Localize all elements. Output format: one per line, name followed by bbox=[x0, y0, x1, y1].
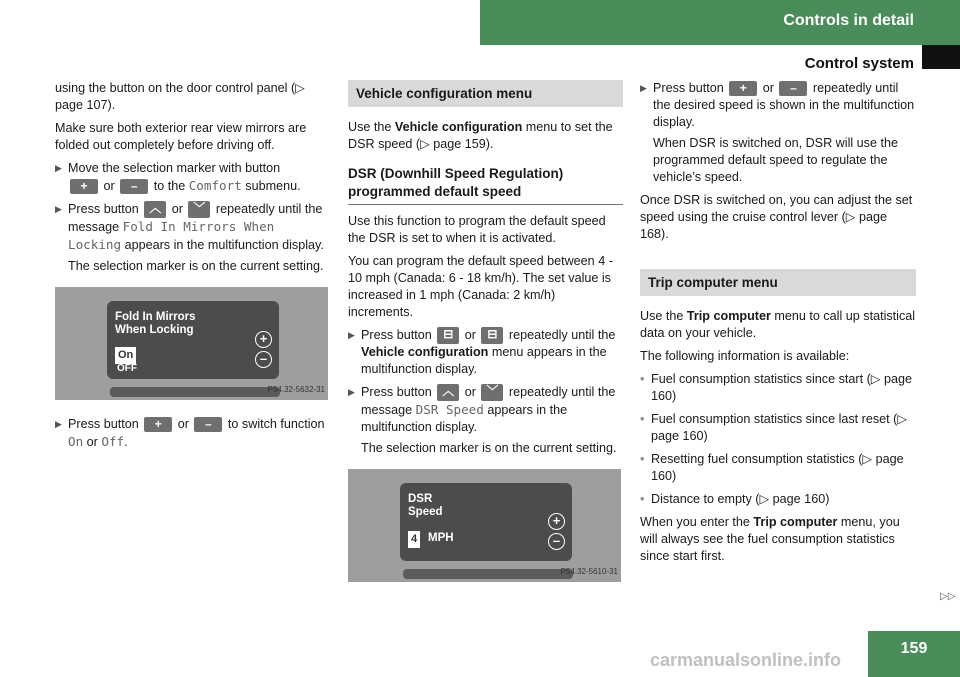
plus-circle-icon: + bbox=[548, 513, 565, 530]
subsection-heading: DSR (Downhill Speed Regulation) programmed default speed bbox=[348, 165, 623, 205]
minus-button-icon: – bbox=[120, 179, 148, 194]
down-button-icon: ﹀ bbox=[481, 384, 503, 401]
display-bar bbox=[110, 387, 280, 397]
up-button-icon: ︿ bbox=[144, 201, 166, 218]
paragraph: You can program the default speed between 4 - 10 mph (Canada: 6 - 18 km/h). The set value is increased in 1 mph (Canada: 2 km/h) increments. bbox=[348, 254, 613, 319]
figure-caption: P54.32-5632-31 bbox=[267, 385, 325, 395]
page-number: 159 bbox=[868, 631, 960, 677]
bullet-icon: • bbox=[640, 492, 645, 506]
step-marker-icon: ▶ bbox=[348, 387, 355, 398]
section-heading: Vehicle configuration menu bbox=[348, 80, 623, 107]
paragraph: Use the Trip computer menu to call up statistical data on your vehicle. bbox=[640, 309, 916, 340]
instruction-step: ▶ Press button + or – repeatedly until the desired speed is shown in the multifunction display. When DSR is switched on, DSR will use the programmed default speed to regulate the vehicle’s speed. bbox=[640, 81, 915, 184]
paragraph: The following information is available: bbox=[640, 349, 850, 363]
list-item: • Fuel consumption statistics since start (▷ page 160) bbox=[640, 372, 912, 403]
instruction-step: ▶ Move the selection marker with button + or – to the Comfort submenu. bbox=[55, 161, 301, 194]
minus-button-icon: – bbox=[779, 81, 807, 96]
chapter-title: Controls in detail bbox=[783, 12, 914, 29]
step-note: When DSR is switched on, DSR will use the programmed default speed to regulate the vehicle’s speed. bbox=[653, 136, 898, 184]
display-line: Speed bbox=[408, 506, 443, 519]
page-left-button-icon: ⊟ bbox=[437, 327, 459, 344]
instruction-step: ▶ Press button + or – to switch function On or Off. bbox=[55, 417, 325, 450]
display-line: DSR bbox=[408, 493, 433, 506]
header-tab-marker bbox=[922, 45, 960, 69]
instruction-step: ▶ Press button ︿ or ﹀ repeatedly until the message DSR Speed appears in the multifunction display. The selection marker is on the current setting. bbox=[348, 384, 623, 457]
plus-button-icon: + bbox=[144, 417, 172, 432]
minus-circle-icon: – bbox=[255, 351, 272, 368]
continued-icon: ▷▷ bbox=[940, 591, 956, 602]
display-message: Fold In Mirrors When Locking bbox=[68, 219, 275, 253]
figure-caption: P54.32-5610-31 bbox=[560, 567, 618, 577]
paragraph: Use this function to program the default speed the DSR is set to when it is activated. bbox=[348, 214, 606, 245]
list-item: • Distance to empty (▷ page 160) bbox=[640, 492, 830, 506]
column-1 bbox=[55, 80, 330, 457]
step-note: The selection marker is on the current setting. bbox=[361, 441, 617, 456]
list-item: • Fuel consumption statistics since last reset (▷ page 160) bbox=[640, 412, 908, 443]
plus-circle-icon: + bbox=[255, 331, 272, 348]
step-note: The selection marker is on the current setting. bbox=[68, 259, 324, 274]
step-marker-icon: ▶ bbox=[55, 163, 62, 173]
display-line: When Locking bbox=[115, 324, 194, 337]
section-heading: Trip computer menu bbox=[640, 269, 916, 296]
instruction-step: ▶ Press button ︿ or ﹀ repeatedly until the message Fold In Mirrors When Locking appears in the multifunction display. The selection marker is on the current setting. bbox=[55, 201, 330, 275]
paragraph: When you enter the Trip computer menu, you will always see the fuel consumption statistics since start first. bbox=[640, 515, 900, 563]
selected-value: 4 bbox=[408, 531, 420, 548]
selected-option: On bbox=[115, 347, 136, 364]
display-option: OFF bbox=[117, 363, 137, 375]
step-marker-icon: ▶ bbox=[55, 204, 62, 214]
watermark: carmanualsonline.info bbox=[650, 650, 842, 670]
instruction-step: ▶ Press button ⊟ or ⊟ repeatedly until the Vehicle configuration menu appears in the multifunction display. bbox=[348, 327, 616, 377]
display-line: Fold In Mirrors bbox=[115, 311, 196, 324]
paragraph: Make sure both exterior rear view mirrors are folded out completely before driving off. bbox=[55, 121, 307, 152]
plus-button-icon: + bbox=[729, 81, 757, 96]
display-bar bbox=[403, 569, 573, 579]
display-message: Comfort bbox=[188, 178, 242, 193]
display-message: DSR Speed bbox=[415, 402, 484, 418]
down-button-icon: ﹀ bbox=[188, 201, 210, 218]
minus-circle-icon: – bbox=[548, 533, 565, 550]
page-right-button-icon: ⊟ bbox=[481, 327, 503, 344]
display-illustration bbox=[348, 469, 621, 582]
display-illustration bbox=[55, 287, 328, 400]
step-marker-icon: ▶ bbox=[348, 330, 355, 340]
bullet-icon: • bbox=[640, 412, 645, 426]
plus-button-icon: + bbox=[70, 179, 98, 194]
bullet-icon: • bbox=[640, 372, 645, 386]
paragraph: Use the Vehicle configuration menu to set the DSR speed (▷ page 159). bbox=[348, 120, 613, 151]
up-button-icon: ︿ bbox=[437, 384, 459, 401]
minus-button-icon: – bbox=[194, 417, 222, 432]
list-item: • Resetting fuel consumption statistics (▷ page 160) bbox=[640, 452, 904, 483]
paragraph: using the button on the door control panel (▷ page 107). bbox=[55, 81, 305, 112]
step-marker-icon: ▶ bbox=[55, 419, 62, 430]
display-unit: MPH bbox=[428, 532, 454, 545]
paragraph: Once DSR is switched on, you can adjust the set speed using the cruise control lever (▷ page 168). bbox=[640, 193, 913, 241]
step-marker-icon: ▶ bbox=[640, 83, 647, 93]
section-title: Control system bbox=[804, 55, 914, 72]
bullet-icon: • bbox=[640, 452, 645, 466]
column-3 bbox=[640, 80, 916, 571]
column-2 bbox=[348, 80, 623, 582]
